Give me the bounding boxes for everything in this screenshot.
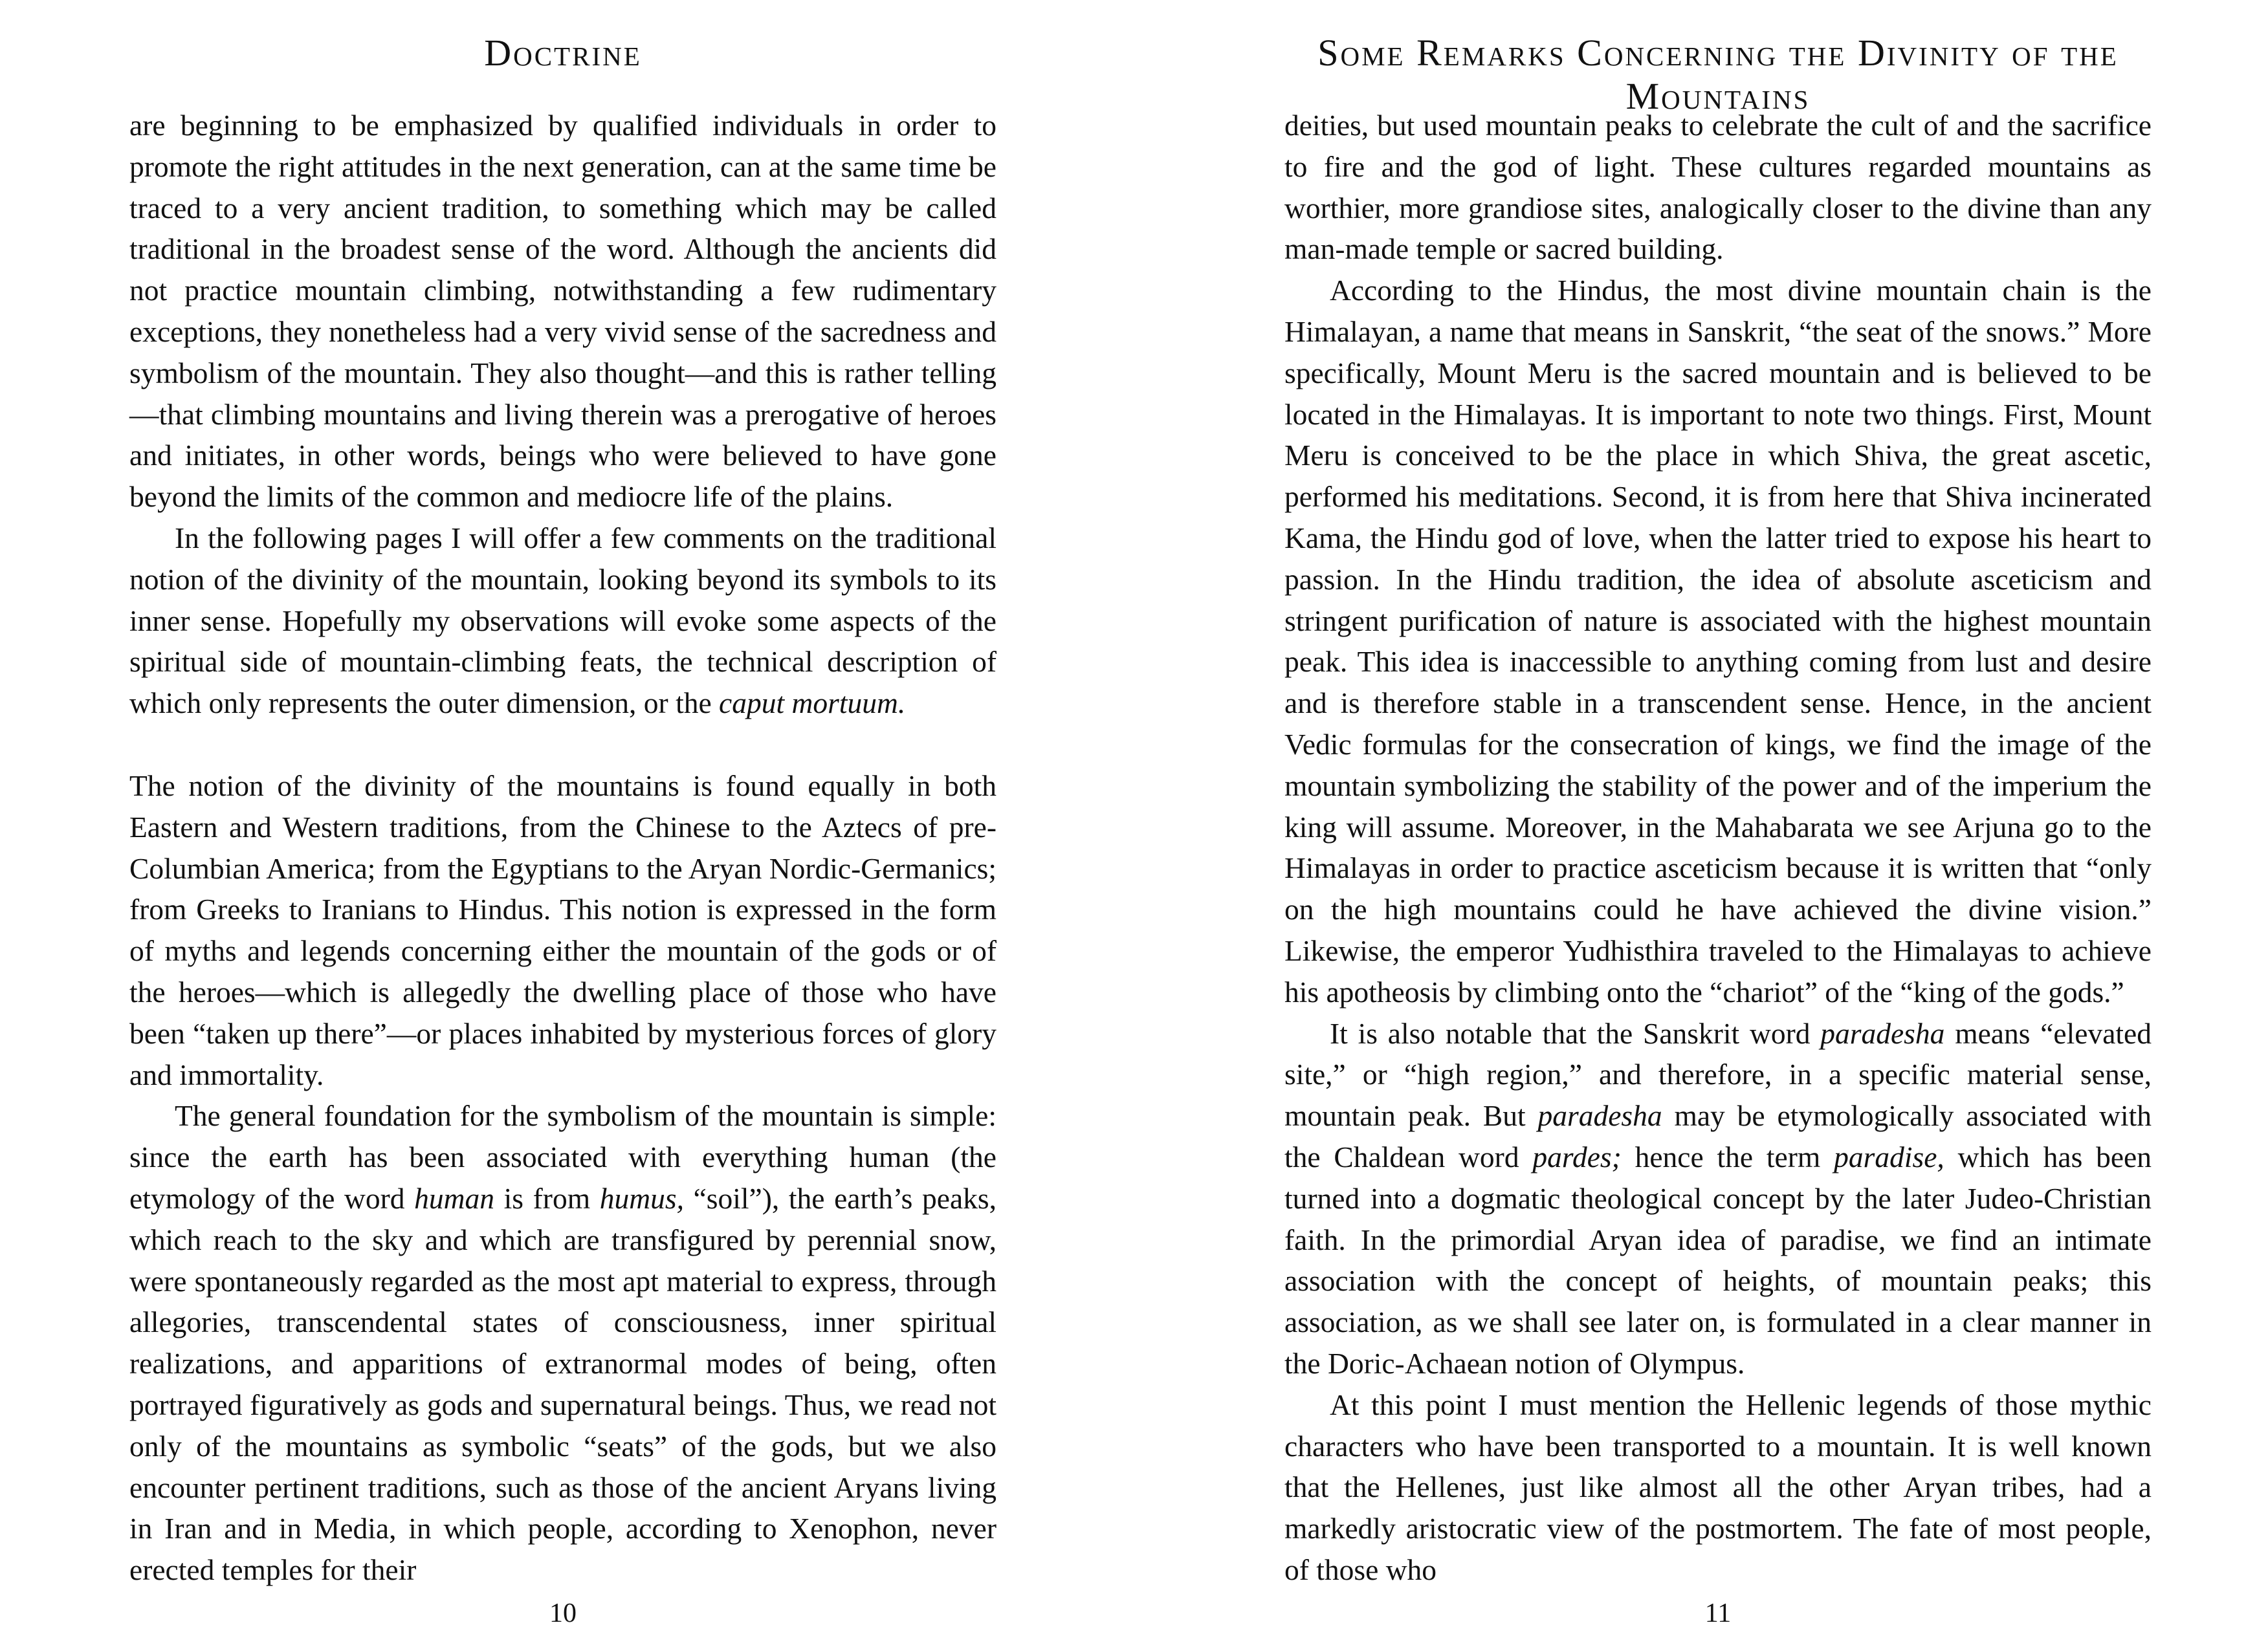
running-head-right: Some Remarks Concerning the Divinity of the Mountains — [1317, 32, 2119, 117]
left-page-body — [129, 105, 996, 1591]
paragraph: At this point I must mention the Hellenic legends of those mythic characters who have been transported to a mountain. It is well known that the Hellenes, just like almost all the other Aryan tribes, had a markedly aristocratic view of the postmortem. The fate of most people, of those who — [1284, 1388, 2152, 1586]
italic-term: paradise, — [1834, 1140, 1944, 1173]
italic-term: paradesha — [1820, 1016, 1945, 1050]
right-page — [1284, 0, 2152, 1647]
paragraph: According to the Hindus, the most divine mountain chain is the Himalayan, a name that means in Sanskrit, “the seat of the snows.” More specifically, Mount Meru is the sacred mountain and is believed to be located in the Himalayas. It is important to note two things. First, Mount Meru is conceived to be the place in which Shiva, the great ascetic, performed his meditations. Second, it is from here that Shiva incinerated Kama, the Hindu god of love, when the latter tried to expose his heart to passion. In the Hindu tradition, the idea of absolute asceticism and stringent purification of nature is associated with the highest mountain peak. This idea is inaccessible to anything coming from lust and desire and is therefore stable in a transcendent sense. Hence, in the ancient Vedic formulas for the consecration of kings, we find the image of the mountain symbolizing the stability of the power and of the imperium the king will assume. Moreover, in the Mahabarata we see Arjuna go to the Himalayas in order to practice asceticism because it is written that “only on the high mountains could he have achieved the divine vision.” Likewise, the emperor Yudhisthira traveled to the Himalayas to achieve his apotheosis by climbing onto the “chariot” of the “king of the gods.” — [1284, 274, 2152, 1009]
right-page-body — [1284, 105, 2152, 1591]
page-number-left: 10 — [549, 1598, 577, 1628]
italic-term: human — [414, 1181, 495, 1215]
italic-term: pardes; — [1532, 1140, 1622, 1173]
paragraph: are beginning to be emphasized by qualified individuals in order to promote the right attitudes in the next generation, can at the same time be traced to a very ancient tradition, to something which may be called traditional in the broadest sense of the word. Although the ancients did not practice mountain climbing, notwithstanding a few rudimentary exceptions, they nonetheless had a very vivid sense of the sacredness and symbolism of the mountain. They also thought—and this is rather telling—that climbing mountains and living therein was a prerogative of heroes and initiates, in other words, beings who were believed to have gone beyond the limits of the common and mediocre life of the plains. — [129, 109, 996, 514]
running-head-left: Doctrine — [484, 32, 642, 74]
left-page — [129, 0, 996, 1647]
paragraph: The general foundation for the symbolism of the mountain is simple: since the earth has been associated with everything human (the etymology of the word human is from humus, “soil”), the earth’s peaks, which reach to the sky and which are transfigured by perennial snow, were spontaneously regarded as the most apt material to express, through allegories, transcendental states of consciousness, inner spiritual realizations, and apparitions of extranormal modes of being, often portrayed figuratively as gods and supernatural beings. Thus, we read not only of the mountains as symbolic “seats” of the gods, but we also encounter pertinent traditions, such as those of the ancient Aryans living in Iran and in Media, in which people, according to Xenophon, never erected temples for their — [129, 1099, 997, 1587]
paragraph: The notion of the divinity of the mountains is found equally in both Eastern and Western traditions, from the Chinese to the Aztecs of pre-Columbian America; from the Egyptians to the Aryan Nordic-Germanics; from Greeks to Iranians to Hindus. This notion is expressed in the form of myths and legends concerning either the mountain of the gods or of the heroes—which is allegedly the dwelling place of those who have been “taken up there”—or places inhabited by mysterious forces of glory and immortality. — [129, 769, 996, 1091]
paragraph: It is also notable that the Sanskrit word paradesha means “elevated site,” or “high region,” and therefore, in a specific material sense, mountain peak. But paradesha may be etymologically associated with the Chaldean word pardes; hence the term paradise, which has been turned into a dogmatic theological concept by the later Judeo-Christian faith. In the primordial Aryan idea of paradise, we find an intimate association with the concept of heights, of mountain peaks; this association, as we shall see later on, is formulated in a clear manner in the Doric-Achaean notion of Olympus. — [1284, 1016, 2152, 1380]
italic-term: paradesha — [1537, 1099, 1662, 1133]
latin-term: caput mortuum. — [719, 686, 906, 720]
page-number-right: 11 — [1704, 1598, 1732, 1628]
italic-term: humus, — [599, 1181, 684, 1215]
paragraph: deities, but used mountain peaks to celebrate the cult of and the sacrifice to fire and the god of light. These cultures regarded mountains as worthier, more grandiose sites, analogically closer to the divine than any man-made temple or sacred building. — [1284, 109, 2152, 266]
paragraph: In the following pages I will offer a few comments on the traditional notion of the divinity of the mountain, looking beyond its symbols to its inner sense. Hopefully my observations will evoke some aspects of the spiritual side of mountain-climbing feats, the technical description of which only represents the outer dimension, or the caput mortuum. — [129, 521, 996, 720]
